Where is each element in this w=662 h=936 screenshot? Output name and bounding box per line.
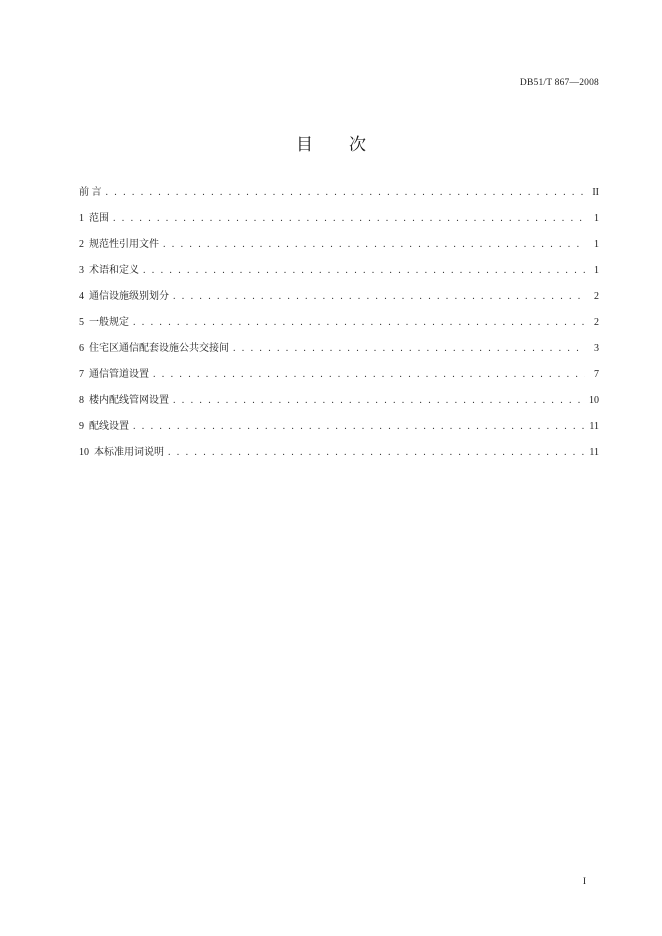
toc-entry-label: 配线设置 (89, 421, 129, 432)
toc-entry-page: 1 (594, 265, 599, 276)
toc-entry-5[interactable] (79, 316, 599, 342)
toc-entry-label: 住宅区通信配套设施公共交接间 (89, 343, 229, 354)
toc-leader-dots (143, 264, 585, 278)
toc-entry-9[interactable] (79, 420, 599, 446)
toc-entry-page: 11 (589, 447, 599, 458)
toc-entry-page: 1 (594, 239, 599, 250)
table-of-contents (79, 186, 599, 472)
page-number: I (582, 877, 586, 887)
toc-entry-number: 8 (79, 395, 84, 406)
toc-entry-page: II (592, 187, 599, 198)
toc-entry-number: 6 (79, 343, 84, 354)
toc-entry-7[interactable] (79, 368, 599, 394)
toc-entry-page: 1 (594, 213, 599, 224)
document-code: DB51/T 867—2008 (519, 78, 599, 88)
toc-leader-dots (153, 368, 585, 382)
toc-entry-number: 5 (79, 317, 84, 328)
toc-entry-2[interactable] (79, 238, 599, 264)
toc-entry-4[interactable] (79, 290, 599, 316)
toc-entry-number: 3 (79, 265, 84, 276)
toc-entry-label: 范围 (89, 213, 109, 224)
toc-title-left: 目 (296, 135, 313, 155)
toc-title-right: 次 (349, 135, 366, 155)
toc-leader-dots (233, 342, 585, 356)
toc-entry-label: 通信管道设置 (89, 369, 149, 380)
toc-entry-preface[interactable] (79, 186, 599, 212)
toc-leader-dots (173, 394, 585, 408)
toc-entry-label: 通信设施级别划分 (89, 291, 169, 302)
toc-entry-page: 11 (589, 421, 599, 432)
toc-entry-page: 3 (594, 343, 599, 354)
toc-entry-number: 7 (79, 369, 84, 380)
toc-leader-dots (106, 186, 586, 200)
toc-entry-8[interactable] (79, 394, 599, 420)
toc-entry-label: 术语和定义 (89, 265, 139, 276)
toc-entry-6[interactable] (79, 342, 599, 368)
toc-entry-number: 4 (79, 291, 84, 302)
toc-entry-1[interactable] (79, 212, 599, 238)
toc-leader-dots (113, 212, 585, 226)
toc-leader-dots (168, 446, 585, 460)
toc-entry-page: 10 (589, 395, 599, 406)
toc-entry-page: 2 (594, 291, 599, 302)
toc-entry-label: 规范性引用文件 (89, 239, 159, 250)
toc-entry-number: 10 (79, 447, 89, 458)
toc-entry-label: 本标准用词说明 (94, 447, 164, 458)
toc-leader-dots (133, 316, 585, 330)
toc-entry-10[interactable] (79, 446, 599, 472)
toc-entry-page: 7 (594, 369, 599, 380)
toc-leader-dots (133, 420, 585, 434)
toc-entry-label: 楼内配线管网设置 (89, 395, 169, 406)
toc-entry-3[interactable] (79, 264, 599, 290)
toc-entry-label: 前 言 (79, 187, 102, 198)
toc-entry-page: 2 (594, 317, 599, 328)
toc-leader-dots (163, 238, 585, 252)
toc-entry-label: 一般规定 (89, 317, 129, 328)
toc-title (0, 130, 662, 155)
toc-entry-number: 1 (79, 213, 84, 224)
toc-entry-number: 2 (79, 239, 84, 250)
toc-leader-dots (173, 290, 585, 304)
toc-entry-number: 9 (79, 421, 84, 432)
